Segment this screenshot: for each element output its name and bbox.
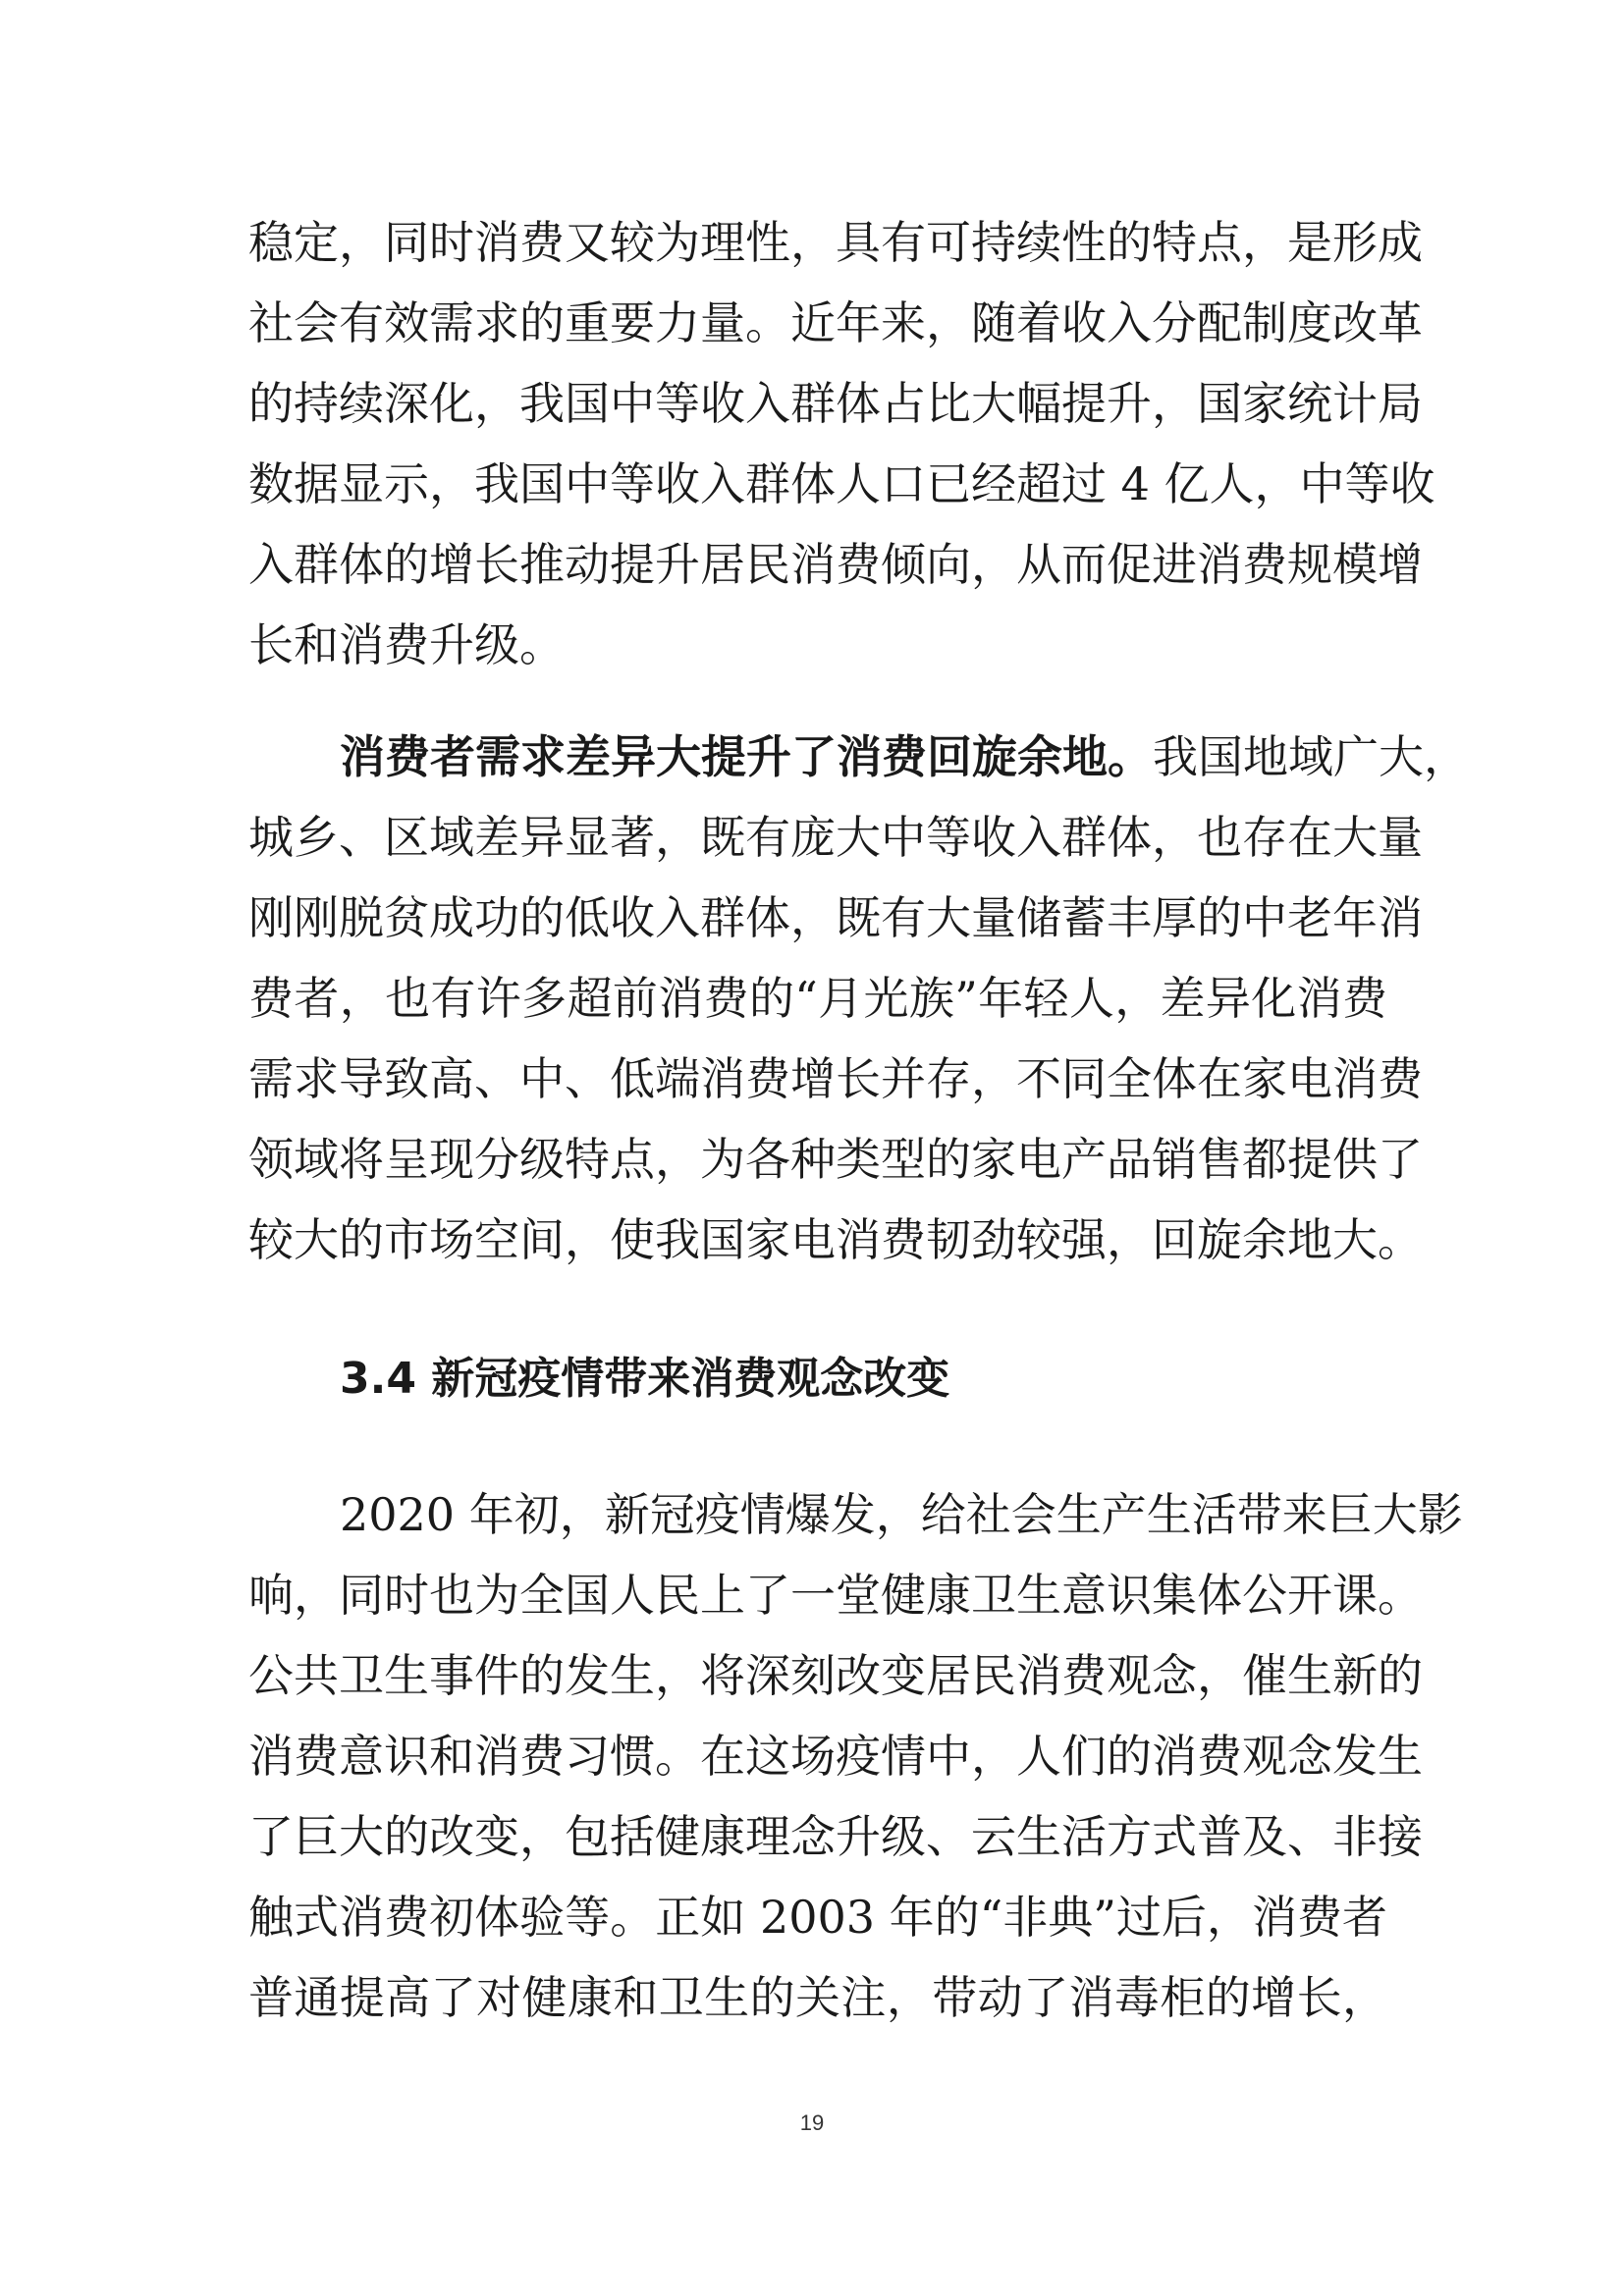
paragraph-3-line-7: 普通提高了对健康和卫生的关注，带动了消毒柜的增长， [248, 1971, 1387, 2024]
paragraph-2-line-5: 需求导致高、中、低端消费增长并存，不同全体在家电消费 [248, 1052, 1423, 1105]
paragraph-2-lead-rest: 我国地域广大， [1153, 730, 1469, 783]
paragraph-3-line-3: 公共卫生事件的发生，将深刻改变居民消费观念，催生新的 [248, 1649, 1423, 1702]
paragraph-2-line-6: 领域将呈现分级特点，为各种类型的家电产品销售都提供了 [248, 1133, 1423, 1186]
paragraph-2-bold-lead: 消费者需求差异大提升了消费回旋余地。 [340, 730, 1153, 783]
paragraph-2-line-1 [340, 717, 1469, 797]
paragraph-3-line-4: 消费意识和消费习惯。在这场疫情中，人们的消费观念发生 [248, 1730, 1423, 1783]
paragraph-3-line-2: 响，同时也为全国人民上了一堂健康卫生意识集体公开课。 [248, 1569, 1423, 1622]
paragraph-1-line-3: 的持续深化，我国中等收入群体占比大幅提升，国家统计局 [248, 377, 1423, 430]
paragraph-3-line-6: 触式消费初体验等。正如 2003 年的“非典”过后，消费者 [248, 1891, 1387, 1944]
paragraph-1-line-6: 长和消费升级。 [248, 618, 565, 671]
paragraph-3-line-1: 2020 年初，新冠疫情爆发，给社会生产生活带来巨大影 [340, 1488, 1463, 1541]
paragraph-2-line-7: 较大的市场空间，使我国家电消费韧劲较强，回旋余地大。 [248, 1213, 1423, 1266]
paragraph-1-line-2: 社会有效需求的重要力量。近年来，随着收入分配制度改革 [248, 296, 1423, 349]
paragraph-3-line-5: 了巨大的改变，包括健康理念升级、云生活方式普及、非接 [248, 1810, 1423, 1863]
paragraph-2-line-2: 城乡、区域差异显著，既有庞大中等收入群体，也存在大量 [248, 811, 1423, 864]
paragraph-1-line-5: 入群体的增长推动提升居民消费倾向，从而促进消费规模增 [248, 538, 1423, 591]
paragraph-1-line-4: 数据显示，我国中等收入群体人口已经超过 4 亿人，中等收 [248, 457, 1435, 510]
paragraph-1-line-1: 稳定，同时消费又较为理性，具有可持续性的特点，是形成 [248, 216, 1423, 269]
paragraph-2-line-4: 费者，也有许多超前消费的“月光族”年轻人，差异化消费 [248, 972, 1387, 1025]
section-heading: 3.4 新冠疫情带来消费观念改变 [340, 1354, 950, 1404]
paragraph-2-line-3: 刚刚脱贫成功的低收入群体，既有大量储蓄丰厚的中老年消 [248, 891, 1423, 944]
page-number: 19 [799, 2110, 825, 2135]
